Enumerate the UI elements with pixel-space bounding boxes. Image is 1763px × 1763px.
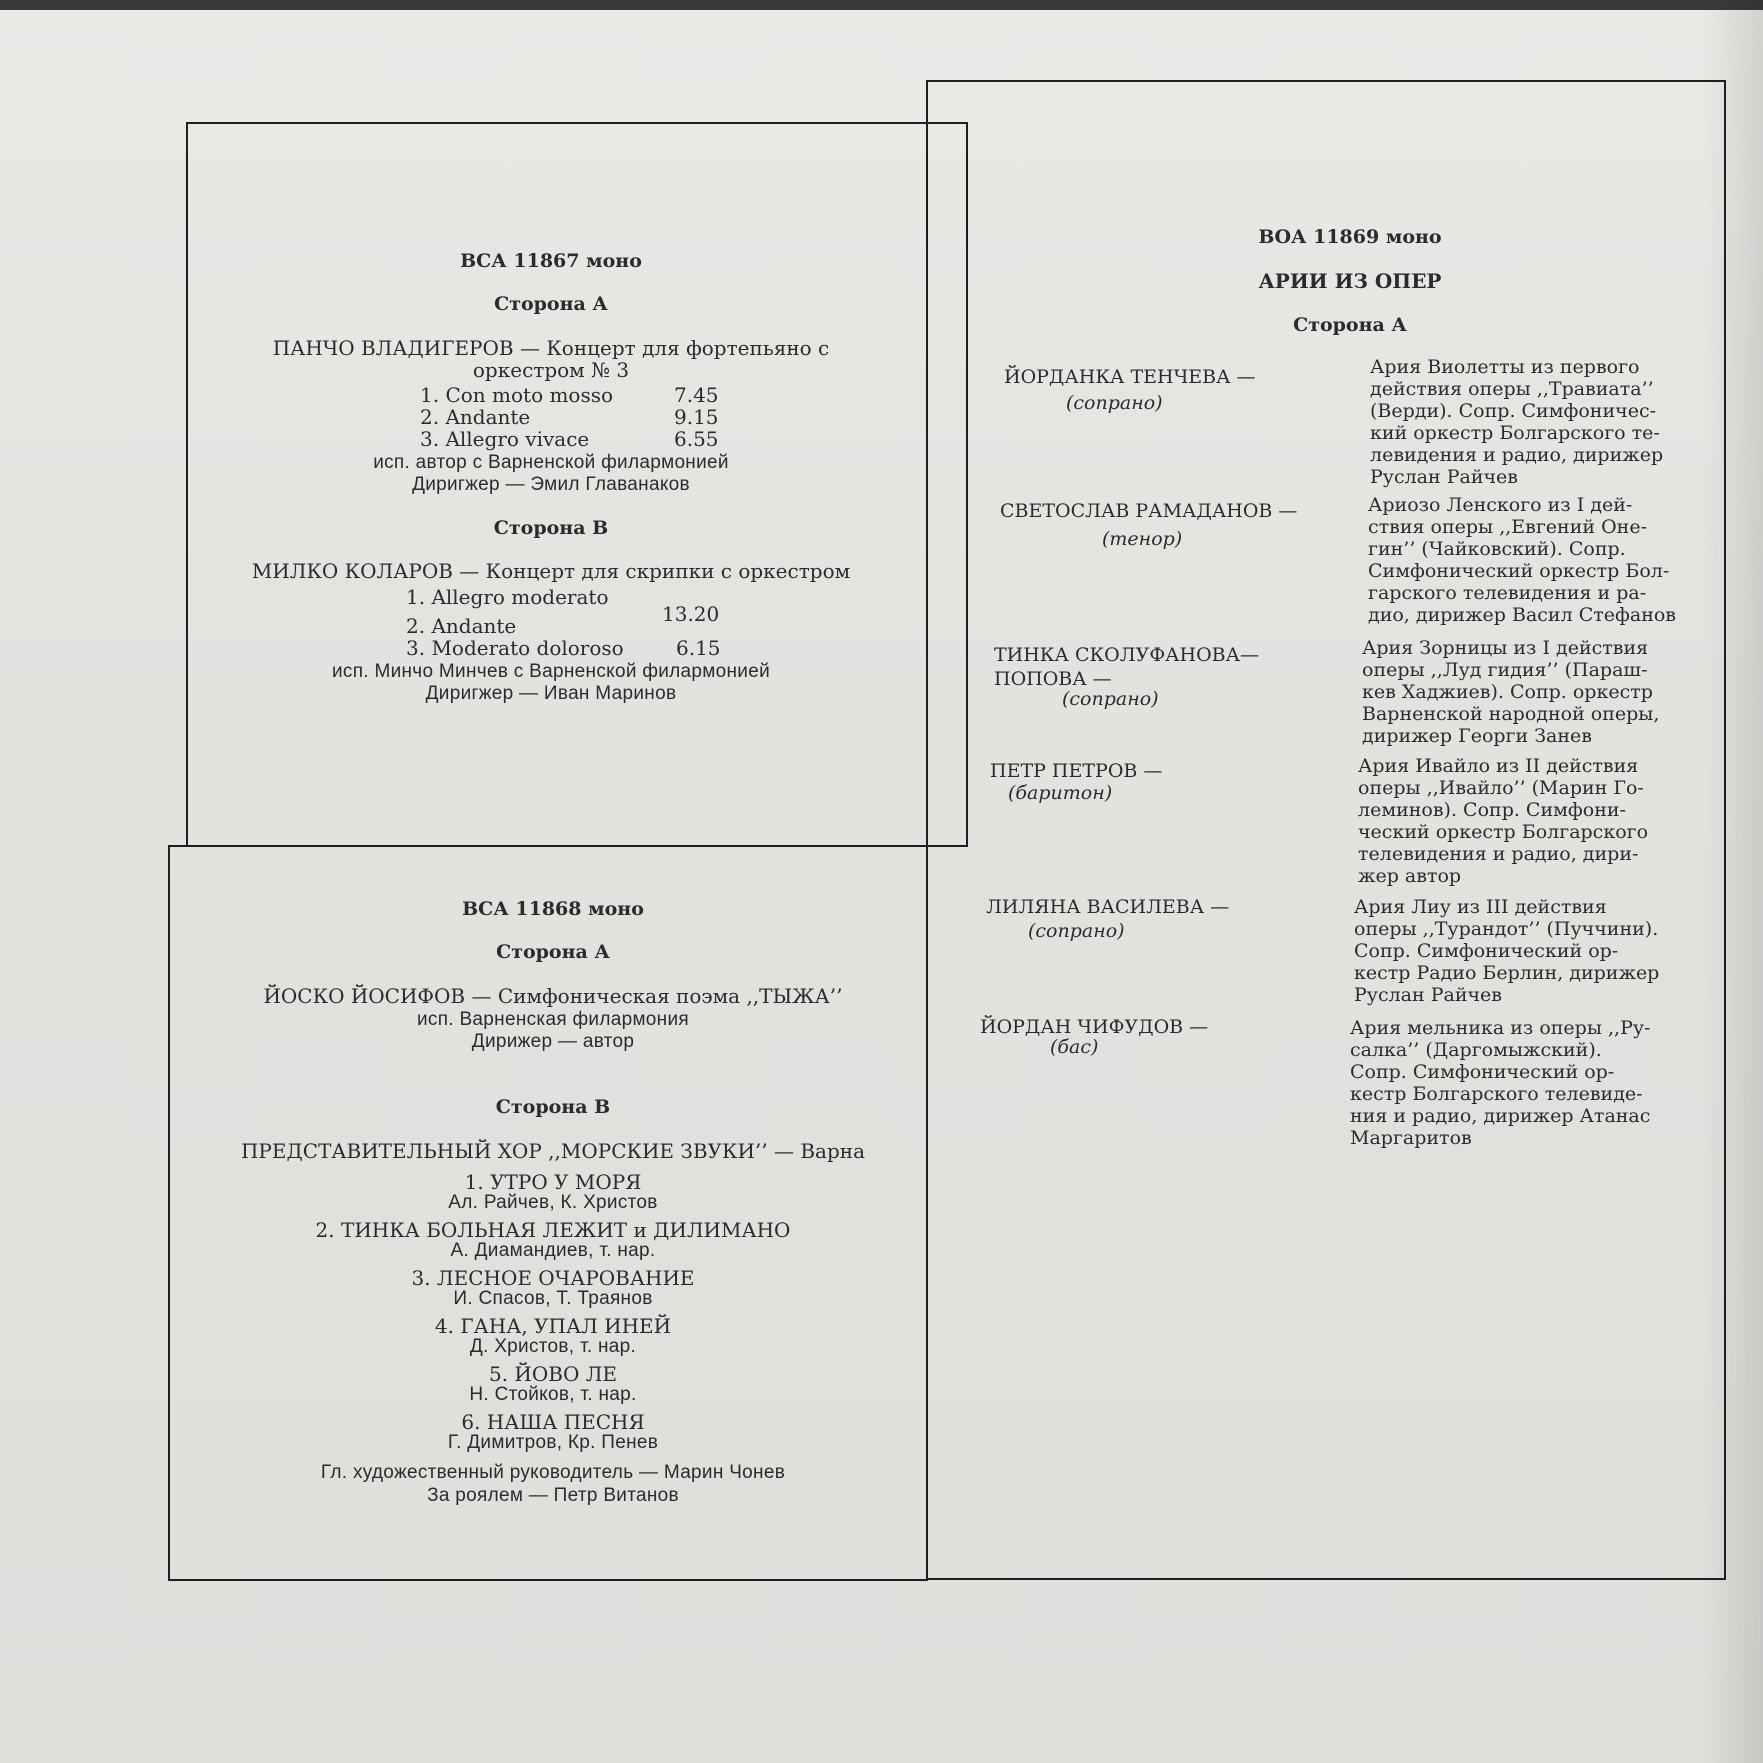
track-time: 9.15	[674, 405, 719, 429]
song-title: 1. УТРО У МОРЯ	[464, 1170, 642, 1194]
desc-line: Ария Зорницы из I действия	[1362, 637, 1649, 659]
conductor-line: Диригжер — Эмил Главанаков	[412, 474, 690, 495]
performer-line: исп. автор с Варненской филармонией	[373, 452, 729, 473]
desc-line: кестр Радио Берлин, дирижер	[1354, 962, 1660, 984]
track-title: 1. Allegro moderato	[406, 585, 609, 609]
side-a-heading: Сторона А	[494, 293, 608, 315]
song-credit: А. Диамандиев, т. нар.	[450, 1240, 656, 1261]
performer-line: исп. Минчо Минчев с Варненской филармонией	[331, 661, 770, 682]
track-time: 6.15	[676, 636, 721, 660]
desc-line: жер автор	[1358, 865, 1462, 887]
catalog-number: ВСА 11867 моно	[460, 250, 642, 272]
desc-line: салка’’ (Даргомыжский).	[1350, 1039, 1602, 1061]
song-credit: Н. Стойков, т. нар.	[469, 1384, 637, 1405]
desc-line: левидения и радио, дирижер	[1370, 444, 1664, 466]
side-a-heading: Сторона А	[496, 941, 610, 963]
desc-line: телевидения и радио, дири-	[1358, 843, 1639, 865]
singer-name-cont: ПОПОВА —	[994, 668, 1112, 690]
track-title: 1. Con moto mosso	[420, 383, 614, 407]
pianist: За роялем — Петр Витанов	[427, 1485, 679, 1506]
song-title: 6. НАША ПЕСНЯ	[461, 1410, 645, 1434]
track-title: 2. Andante	[406, 614, 517, 638]
voice-type: (баритон)	[1008, 782, 1113, 804]
desc-line: Ариозо Ленского из I дей-	[1368, 494, 1633, 516]
aria-description	[1362, 637, 1702, 747]
work-title: ПАНЧО ВЛАДИГЕРОВ — Концерт для фортепьяно с	[272, 336, 830, 360]
singer-name: СВЕТОСЛАВ РАМАДАНОВ —	[1000, 500, 1298, 522]
desc-line: Ария Виолетты из первого	[1370, 356, 1640, 378]
side-b-heading: Сторона В	[493, 517, 609, 539]
desc-line: кестр Болгарского телевиде-	[1350, 1083, 1643, 1105]
song-credit: Д. Христов, т. нар.	[469, 1336, 637, 1357]
track-title: 3. Allegro vivace	[420, 427, 590, 451]
singer-name: ТИНКА СКОЛУФАНОВА—	[994, 644, 1260, 666]
singer-name: ПЕТР ПЕТРОВ —	[990, 760, 1163, 782]
track-title: 3. Moderato doloroso	[406, 636, 624, 660]
performer-line: исп. Варненская филармония	[417, 1009, 689, 1030]
singer-name: ЙОРДАНКА ТЕНЧЕВА —	[1004, 366, 1256, 388]
desc-line: ствия оперы ,,Евгений Оне-	[1368, 516, 1647, 538]
desc-line: Руслан Райчев	[1354, 984, 1502, 1006]
track-time: 7.45	[674, 383, 719, 407]
desc-line: Симфонический оркестр Бол-	[1368, 560, 1670, 582]
desc-line: Маргаритов	[1350, 1127, 1472, 1149]
desc-line: Ария Лиу из III действия	[1354, 896, 1607, 918]
desc-line: гин’’ (Чайковский). Сопр.	[1368, 538, 1626, 560]
singer-name: ЙОРДАН ЧИФУДОВ —	[980, 1016, 1209, 1038]
desc-line: Варненской народной оперы,	[1362, 703, 1660, 725]
aria-description	[1358, 755, 1698, 887]
song-credit: И. Спасов, Т. Траянов	[453, 1288, 653, 1309]
artistic-director: Гл. художественный руководитель — Марин Чонев	[320, 1462, 786, 1483]
top-edge	[0, 0, 1763, 10]
side-a-heading: Сторона А	[1293, 314, 1407, 336]
desc-line: Ария мельника из оперы ,,Ру-	[1350, 1017, 1651, 1039]
desc-line: Сопр. Симфонический ор-	[1354, 940, 1619, 962]
desc-line: кий оркестр Болгарского те-	[1370, 422, 1660, 444]
desc-line: гарского телевидения и ра-	[1368, 582, 1647, 604]
choir-title: ПРЕДСТАВИТЕЛЬНЫЙ ХОР ,,МОРСКИЕ ЗВУКИ’’ — Варна	[240, 1139, 866, 1163]
voice-type: (сопрано)	[1062, 688, 1159, 710]
album-title: АРИИ ИЗ ОПЕР	[1258, 269, 1442, 293]
singer-name: ЛИЛЯНА ВАСИЛЕВА —	[986, 896, 1230, 918]
work-title: ЙОСКО ЙОСИФОВ — Симфоническая поэма ,,ТЫЖА’’	[263, 984, 843, 1008]
voice-type: (сопрано)	[1066, 392, 1163, 414]
voice-type: (бас)	[1050, 1036, 1099, 1058]
song-title: 2. ТИНКА БОЛЬНАЯ ЛЕЖИТ и ДИЛИМАНО	[315, 1218, 791, 1242]
desc-line: оперы ,,Ивайло’’ (Марин Го-	[1358, 777, 1644, 799]
desc-line: дирижер Георги Занев	[1362, 725, 1592, 747]
aria-description	[1370, 356, 1710, 488]
track-title: 2. Andante	[420, 405, 531, 429]
side-b-heading: Сторона В	[495, 1096, 611, 1118]
catalog-number: ВСА 11868 моно	[462, 898, 644, 920]
work-title: МИЛКО КОЛАРОВ — Концерт для скрипки с оркестром	[251, 559, 851, 583]
desc-line: ния и радио, дирижер Атанас	[1350, 1105, 1651, 1127]
desc-line: Руслан Райчев	[1370, 466, 1518, 488]
voice-type: (тенор)	[1102, 528, 1183, 550]
song-title: 3. ЛЕСНОЕ ОЧАРОВАНИЕ	[411, 1266, 695, 1290]
work-title-cont: оркестром № 3	[472, 358, 630, 382]
song-credit: Г. Димитров, Кр. Пенев	[447, 1432, 659, 1453]
catalog-number: ВОА 11869 моно	[1258, 226, 1442, 248]
desc-line: дио, дирижер Васил Стефанов	[1368, 604, 1676, 626]
track-time: 6.55	[674, 427, 719, 451]
aria-description	[1350, 1017, 1692, 1149]
desc-line: (Верди). Сопр. Симфоничес-	[1370, 400, 1657, 422]
aria-description	[1368, 494, 1704, 626]
aria-description	[1354, 896, 1696, 1006]
song-title: 4. ГАНА, УПАЛ ИНЕЙ	[434, 1314, 672, 1338]
desc-line: ческий оркестр Болгарского	[1358, 821, 1649, 843]
desc-line: леминов). Сопр. Симфони-	[1358, 799, 1626, 821]
song-title: 5. ЙОВО ЛЕ	[488, 1362, 618, 1386]
song-credit: Ал. Райчев, К. Христов	[448, 1192, 658, 1213]
desc-line: кев Хаджиев). Сопр. оркестр	[1362, 681, 1653, 703]
conductor-line: Дирижер — автор	[471, 1031, 635, 1052]
voice-type: (сопрано)	[1028, 920, 1125, 942]
desc-line: Сопр. Симфонический ор-	[1350, 1061, 1615, 1083]
desc-line: оперы ,,Луд гидия’’ (Параш-	[1362, 659, 1648, 681]
track-time: 13.20	[662, 602, 720, 626]
desc-line: действия оперы ,,Травиата’’	[1370, 378, 1654, 400]
conductor-line: Диригжер — Иван Маринов	[425, 683, 677, 704]
desc-line: Ария Ивайло из II действия	[1358, 755, 1639, 777]
desc-line: оперы ,,Турандот’’ (Пуччини).	[1354, 918, 1659, 940]
